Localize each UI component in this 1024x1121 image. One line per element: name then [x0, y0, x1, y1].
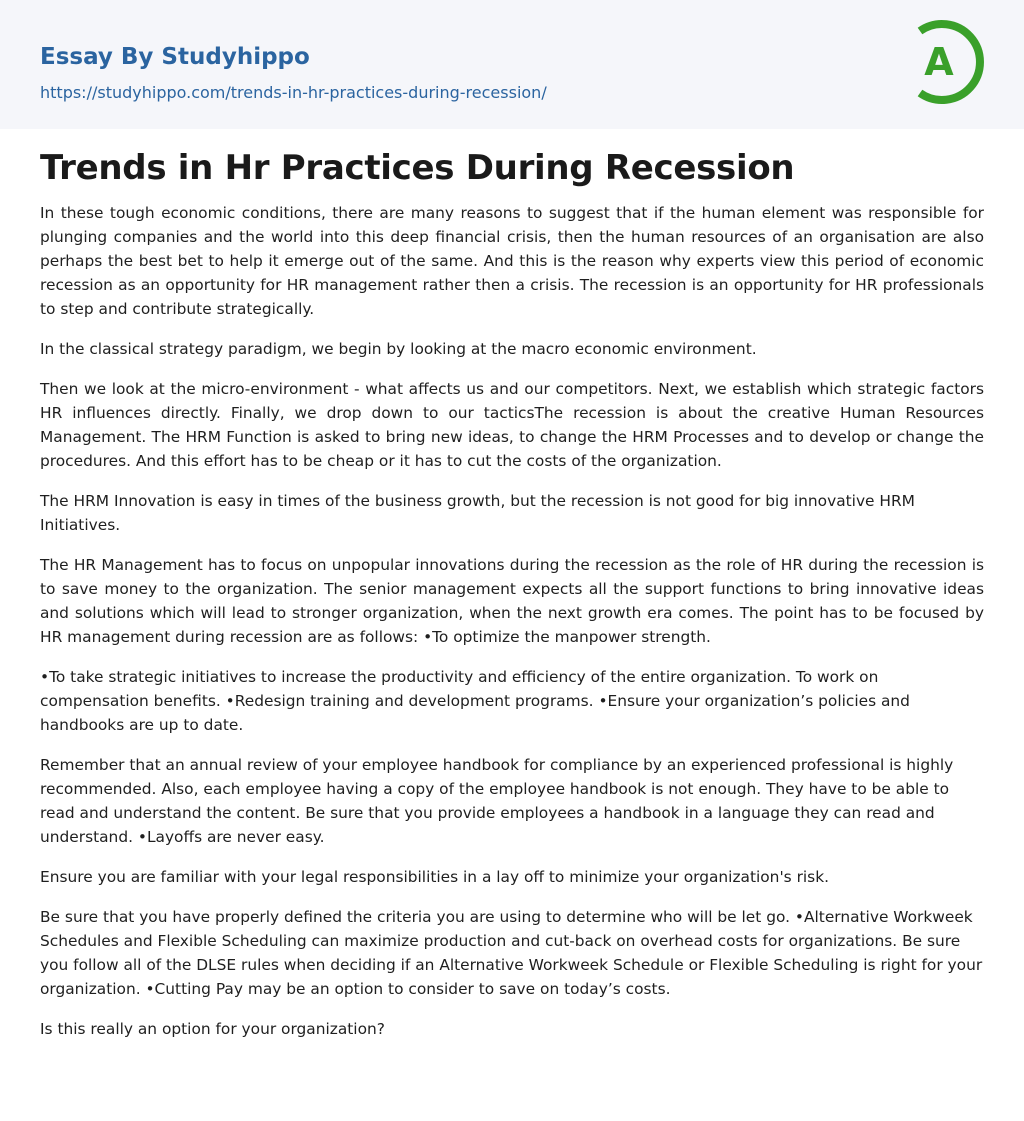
paragraph: The HRM Innovation is easy in times of the business growth, but the recession is not good for big innovative HRM Initiatives. — [40, 492, 915, 534]
site-header — [0, 0, 1024, 129]
site-brand[interactable]: Essay By Studyhippo — [40, 44, 310, 70]
article-body — [0, 147, 1024, 1041]
paragraph: Remember that an annual review of your employee handbook for compliance by an experienced professional is highly recommended. Also, each employee having a copy of the employee handbook is not enough. They have to be able to read and understand the content. Be sure that you provide employees a handbook in a language they can read and understand. •Layoffs are never easy. — [40, 756, 954, 846]
logo-letter: A — [924, 40, 954, 84]
paragraph: In the classical strategy paradigm, we begin by looking at the macro economic environment. — [40, 340, 757, 358]
paragraph: •To take strategic initiatives to increase the productivity and efficiency of the entire organization. To work on compensation benefits. •Redesign training and development programs. •Ensure your organization’s policies and handbooks are up to date. — [40, 668, 910, 734]
paragraph: Be sure that you have properly defined the criteria you are using to determine who will be let go. •Alternative Workweek Schedules and Flexible Scheduling can maximize production and cut-back on overhead costs for organizations. Be sure you follow all of the DLSE rules when deciding if an Alternative Workweek Schedule or Flexible Scheduling is right for your organization. •Cutting Pay may be an option to consider to save on today’s costs. — [40, 908, 983, 998]
article-url-link[interactable]: https://studyhippo.com/trends-in-hr-practices-during-recession/ — [40, 83, 547, 102]
paragraph: Ensure you are familiar with your legal responsibilities in a lay off to minimize your organization's risk. — [40, 868, 830, 886]
paragraph: The HR Management has to focus on unpopular innovations during the recession as the role of HR during the recession is to save money to the organization. The senior management expects all the support functions to bring innovative ideas and solutions which will lead to stronger organization, when the next growth era comes. The point has to be focused by HR management during recession are as follows: •To optimize the manpower strength. — [40, 556, 984, 646]
studyhippo-logo-icon[interactable] — [914, 19, 986, 105]
page-title: Trends in Hr Practices During Recession — [40, 148, 795, 188]
paragraph: Is this really an option for your organization? — [40, 1020, 385, 1038]
paragraph: Then we look at the micro-environment - what affects us and our competitors. Next, we establish which strategic factors HR influences directly. Finally, we drop down to our tacticsThe recession is about the creative Human Resources Management. The HRM Function is asked to bring new ideas, to change the HRM Processes and to develop or change the procedures. And this effort has to be cheap or it has to cut the costs of the organization. — [40, 380, 984, 470]
paragraph: In these tough economic conditions, there are many reasons to suggest that if the human element was responsible for plunging companies and the world into this deep financial crisis, then the human resources of an organisation are also perhaps the best bet to help it emerge out of the same. And this is the reason why experts view this period of economic recession as an opportunity for HR management rather then a crisis. The recession is an opportunity for HR professionals to step and contribute strategically. — [40, 204, 984, 318]
